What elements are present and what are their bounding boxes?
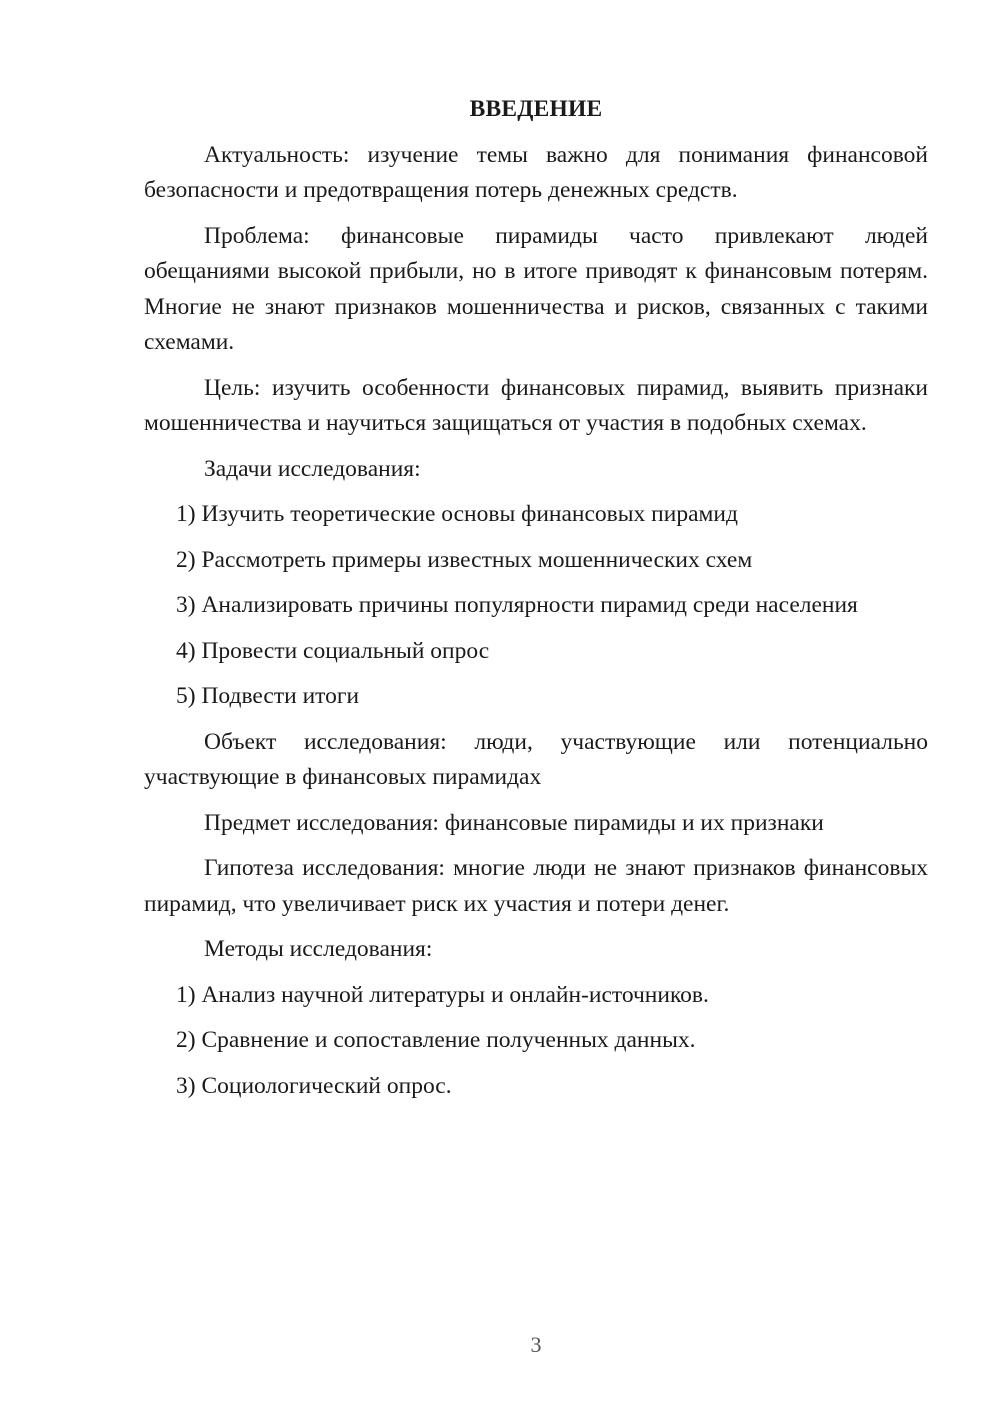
subject-paragraph: Предмет исследования: финансовые пирамиды и их признаки	[204, 809, 824, 836]
object-paragraph: Объект исследования: люди, участвующие или потенциально участвующие в финансовых пирамидах	[144, 728, 928, 790]
task-item-5: 5) Подвести итоги	[176, 683, 360, 709]
method-item-3: 3) Социологический опрос.	[176, 1072, 452, 1099]
task-item-3: 3) Анализировать причины популярности пирамид среди населения	[176, 592, 858, 618]
problem-paragraph: Проблема: финансовые пирамиды часто привлекают людей обещаниями высокой прибыли, но в итоге приводят к финансовым потерям. Многие не знают признаков мошенничества и рисков, связанных с такими схемами.	[144, 222, 928, 355]
goal-paragraph: Цель: изучить особенности финансовых пирамид, выявить признаки мошенничества и научиться защищаться от участия в подобных схемах.	[144, 374, 928, 436]
hypothesis-paragraph: Гипотеза исследования: многие люди не знают признаков финансовых пирамид, что увеличивает риск их участия и потери денег.	[144, 855, 928, 917]
methods-title: Методы исследования:	[204, 936, 433, 962]
task-item-1: 1) Изучить теоретические основы финансовых пирамид	[176, 501, 738, 527]
task-item-2: 2) Рассмотреть примеры известных мошеннических схем	[176, 546, 753, 573]
page-number: 3	[530, 1332, 542, 1357]
section-heading: ВВЕДЕНИЕ	[469, 96, 603, 122]
method-item-1: 1) Анализ научной литературы и онлайн-источников.	[176, 981, 709, 1008]
page-content	[144, 92, 928, 1114]
method-item-2: 2) Сравнение и сопоставление полученных данных.	[176, 1027, 696, 1053]
task-item-4: 4) Провести социальный опрос	[176, 637, 490, 664]
relevance-paragraph: Актуальность: изучение темы важно для понимания финансовой безопасности и предотвращения потерь денежных средств.	[144, 141, 928, 203]
tasks-title: Задачи исследования:	[204, 455, 421, 482]
